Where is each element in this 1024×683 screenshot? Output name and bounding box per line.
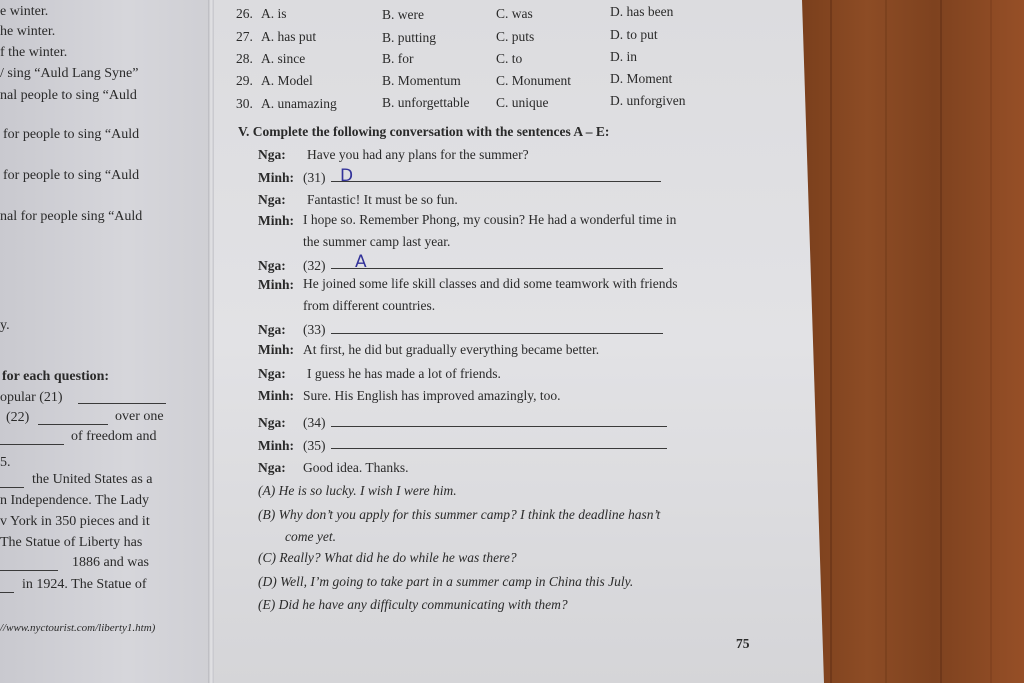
- passage-line: The Statue of Liberty has: [0, 535, 143, 550]
- speaker: Nga:: [258, 258, 286, 273]
- option-a: A. unamazing: [261, 96, 337, 111]
- cloze-21: opular (21): [0, 390, 63, 405]
- left-line: f the winter.: [0, 45, 68, 60]
- left-heading: for each question:: [2, 369, 110, 384]
- dialogue-line: I guess he has made a lot of friends.: [307, 366, 501, 381]
- wooden-table: [800, 0, 1024, 683]
- option-c: C. unique: [496, 95, 549, 110]
- option-b: B. were: [382, 7, 424, 22]
- speaker: Nga:: [258, 147, 286, 162]
- dialogue-line-cont: the summer camp last year.: [303, 234, 451, 249]
- left-line: y.: [0, 318, 10, 333]
- speaker: Minh:: [258, 277, 295, 292]
- option-b: B. unforgettable: [382, 95, 470, 110]
- handwritten-answer-31: D: [340, 166, 354, 186]
- left-line: / sing “Auld Lang Syne”: [0, 66, 139, 81]
- dialogue-line: Fantastic! It must be so fun.: [307, 192, 458, 207]
- option-a: A. has put: [261, 29, 317, 44]
- dialogue-line: Have you had any plans for the summer?: [307, 147, 529, 162]
- answer-line-34[interactable]: [331, 426, 667, 427]
- speaker: Nga:: [258, 366, 286, 381]
- option-c: C. was: [496, 6, 533, 21]
- page-fold: [208, 0, 214, 683]
- speaker: Nga:: [258, 192, 286, 207]
- sentence-option-c: (C) Really? What did he do while he was there?: [258, 550, 517, 565]
- cloze-line: of freedom and: [71, 429, 157, 444]
- left-line: he winter.: [0, 24, 56, 39]
- left-line: nal for people sing “Auld: [0, 209, 143, 224]
- passage-line: n Independence. The Lady: [0, 493, 150, 508]
- blank-32-label: (32): [303, 258, 326, 273]
- cloze-22-text: over one: [115, 409, 164, 424]
- handwritten-answer-32: A: [355, 252, 367, 272]
- option-b: B. for: [382, 51, 414, 66]
- sentence-option-d: (D) Well, I’m going to take part in a summer camp in China this July.: [258, 574, 634, 589]
- speaker: Minh:: [258, 342, 295, 357]
- cloze-22: (22): [6, 410, 30, 425]
- dialogue-line: I hope so. Remember Phong, my cousin? He had a wonderful time in: [303, 212, 677, 227]
- option-a: A. is: [261, 6, 287, 21]
- left-line: for people to sing “Auld: [3, 168, 140, 183]
- blank-35-label: (35): [303, 438, 326, 453]
- question-number: 29.: [236, 73, 253, 88]
- option-c: C. puts: [496, 29, 535, 44]
- left-line: 5.: [0, 455, 11, 470]
- option-b: B. Momentum: [382, 73, 461, 88]
- dialogue-line: He joined some life skill classes and did some teamwork with friends: [303, 276, 678, 291]
- source-url: //www.nyctourist.com/liberty1.htm): [0, 622, 156, 634]
- option-d: D. unforgiven: [610, 93, 686, 108]
- blank-line: [0, 570, 58, 571]
- dialogue-line: At first, he did but gradually everything became better.: [303, 342, 600, 357]
- option-a: A. Model: [261, 73, 313, 88]
- option-d: D. has been: [610, 4, 674, 19]
- option-d: D. in: [610, 49, 637, 64]
- answer-line-33[interactable]: [331, 333, 663, 334]
- speaker: Minh:: [258, 438, 295, 453]
- left-line: nal people to sing “Auld: [0, 88, 137, 103]
- answer-line-32[interactable]: [331, 268, 663, 269]
- speaker: Minh:: [258, 213, 295, 228]
- speaker: Nga:: [258, 322, 286, 337]
- passage-line: 1886 and was: [72, 555, 149, 570]
- question-number: 27.: [236, 29, 253, 44]
- blank-line: [78, 403, 166, 404]
- speaker: Minh:: [258, 170, 295, 185]
- passage-line: the United States as a: [32, 472, 153, 487]
- left-line: e winter.: [0, 4, 49, 19]
- option-d: D. to put: [610, 27, 658, 42]
- sentence-option-e: (E) Did he have any difficulty communicating with them?: [258, 597, 568, 612]
- option-c: C. Monument: [496, 73, 572, 88]
- blank-31-label: (31): [303, 170, 326, 185]
- speaker: Nga:: [258, 460, 286, 475]
- sentence-option-a: (A) He is so lucky. I wish I were him.: [258, 483, 457, 498]
- left-line: for people to sing “Auld: [3, 127, 140, 142]
- question-number: 28.: [236, 51, 253, 66]
- dialogue-line: Good idea. Thanks.: [303, 460, 409, 475]
- blank-line: [0, 444, 64, 445]
- passage-line: v York in 350 pieces and it: [0, 514, 150, 529]
- blank-33-label: (33): [303, 322, 326, 337]
- passage-line: in 1924. The Statue of: [22, 577, 147, 592]
- speaker: Nga:: [258, 415, 286, 430]
- sentence-option-b-cont: come yet.: [285, 529, 336, 544]
- question-number: 30.: [236, 96, 253, 111]
- blank-line: [0, 487, 24, 488]
- sentence-option-b: (B) Why don’t you apply for this summer camp? I think the deadline hasn’t: [258, 507, 661, 522]
- blank-line: [0, 592, 14, 593]
- blank-line: [38, 424, 108, 425]
- question-number: 26.: [236, 6, 253, 21]
- answer-line-35[interactable]: [331, 448, 667, 449]
- option-c: C. to: [496, 51, 523, 66]
- blank-34-label: (34): [303, 415, 326, 430]
- speaker: Minh:: [258, 388, 295, 403]
- dialogue-line-cont: from different countries.: [303, 298, 436, 313]
- answer-line-31[interactable]: [331, 181, 661, 182]
- section-title: V. Complete the following conversation with the sentences A – E:: [238, 124, 610, 139]
- option-a: A. since: [261, 51, 306, 66]
- dialogue-line: Sure. His English has improved amazingly, too.: [303, 388, 561, 403]
- option-b: B. putting: [382, 30, 437, 45]
- option-d: D. Moment: [610, 71, 673, 86]
- page-number: 75: [736, 636, 750, 651]
